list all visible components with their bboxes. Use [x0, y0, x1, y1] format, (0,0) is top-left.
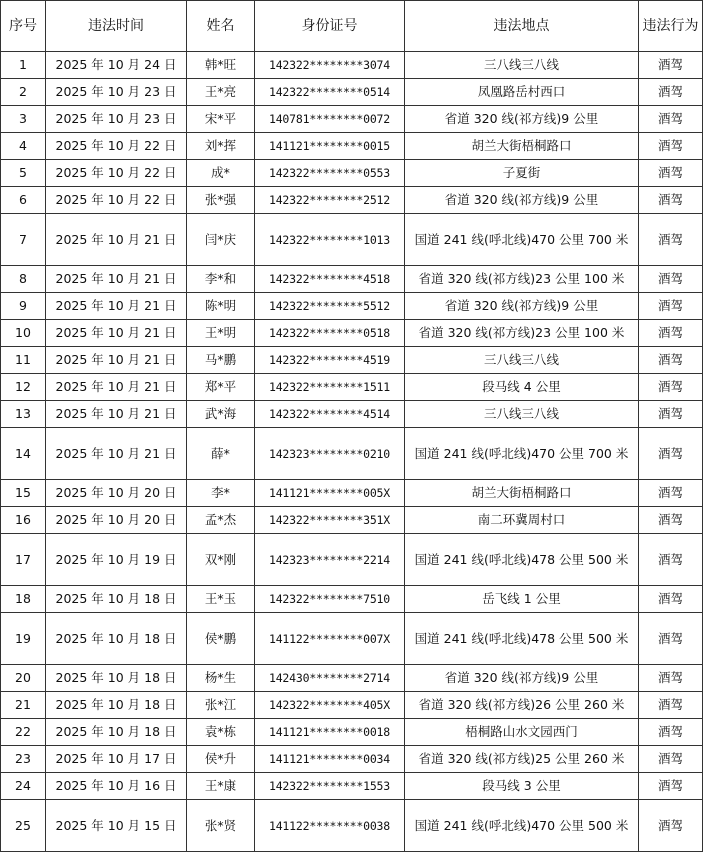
header-id: 身份证号 [255, 1, 405, 52]
cell-name: 杨*生 [187, 665, 255, 692]
cell-time: 2025 年 10 月 18 日 [46, 692, 187, 719]
cell-id: 142322********1013 [255, 214, 405, 266]
cell-location: 三八线三八线 [405, 401, 639, 428]
cell-time: 2025 年 10 月 18 日 [46, 719, 187, 746]
table-row [1, 320, 703, 347]
table-row [1, 665, 703, 692]
cell-name: 侯*升 [187, 746, 255, 773]
cell-location: 国道 241 线(呼北线)478 公里 500 米 [405, 613, 639, 665]
cell-behavior: 酒驾 [639, 52, 703, 79]
cell-seq: 13 [1, 401, 46, 428]
cell-name: 孟*杰 [187, 507, 255, 534]
cell-location: 胡兰大街梧桐路口 [405, 480, 639, 507]
cell-id: 142323********2214 [255, 534, 405, 586]
cell-time: 2025 年 10 月 23 日 [46, 79, 187, 106]
cell-time: 2025 年 10 月 21 日 [46, 266, 187, 293]
cell-name: 马*鹏 [187, 347, 255, 374]
cell-location: 梧桐路山水文园西门 [405, 719, 639, 746]
cell-name: 韩*旺 [187, 52, 255, 79]
cell-id: 142323********0210 [255, 428, 405, 480]
cell-behavior: 酒驾 [639, 480, 703, 507]
cell-seq: 17 [1, 534, 46, 586]
header-location: 违法地点 [405, 1, 639, 52]
cell-location: 省道 320 线(祁方线)9 公里 [405, 293, 639, 320]
cell-behavior: 酒驾 [639, 719, 703, 746]
cell-name: 陈*明 [187, 293, 255, 320]
cell-seq: 6 [1, 187, 46, 214]
cell-seq: 14 [1, 428, 46, 480]
cell-name: 李* [187, 480, 255, 507]
cell-time: 2025 年 10 月 21 日 [46, 401, 187, 428]
cell-location: 三八线三八线 [405, 52, 639, 79]
cell-behavior: 酒驾 [639, 214, 703, 266]
cell-behavior: 酒驾 [639, 401, 703, 428]
cell-name: 王*亮 [187, 79, 255, 106]
table-row [1, 133, 703, 160]
cell-seq: 20 [1, 665, 46, 692]
table-row [1, 719, 703, 746]
cell-id: 142322********5512 [255, 293, 405, 320]
cell-id: 142322********7510 [255, 586, 405, 613]
cell-location: 三八线三八线 [405, 347, 639, 374]
cell-behavior: 酒驾 [639, 800, 703, 852]
cell-name: 袁*栋 [187, 719, 255, 746]
cell-behavior: 酒驾 [639, 586, 703, 613]
cell-name: 郑*平 [187, 374, 255, 401]
cell-id: 142322********1511 [255, 374, 405, 401]
cell-name: 刘*挥 [187, 133, 255, 160]
cell-name: 王*康 [187, 773, 255, 800]
cell-behavior: 酒驾 [639, 613, 703, 665]
cell-time: 2025 年 10 月 15 日 [46, 800, 187, 852]
table-row [1, 266, 703, 293]
cell-location: 省道 320 线(祁方线)25 公里 260 米 [405, 746, 639, 773]
cell-behavior: 酒驾 [639, 106, 703, 133]
table-row [1, 800, 703, 852]
table-row [1, 692, 703, 719]
cell-time: 2025 年 10 月 20 日 [46, 507, 187, 534]
cell-behavior: 酒驾 [639, 507, 703, 534]
cell-seq: 3 [1, 106, 46, 133]
cell-id: 142322********2512 [255, 187, 405, 214]
cell-behavior: 酒驾 [639, 347, 703, 374]
cell-behavior: 酒驾 [639, 133, 703, 160]
cell-location: 国道 241 线(呼北线)470 公里 700 米 [405, 428, 639, 480]
cell-id: 141121********0018 [255, 719, 405, 746]
table-row [1, 214, 703, 266]
cell-name: 成* [187, 160, 255, 187]
table-row [1, 480, 703, 507]
cell-name: 李*和 [187, 266, 255, 293]
cell-time: 2025 年 10 月 18 日 [46, 665, 187, 692]
cell-time: 2025 年 10 月 21 日 [46, 320, 187, 347]
cell-name: 张*贤 [187, 800, 255, 852]
cell-behavior: 酒驾 [639, 692, 703, 719]
table-row [1, 428, 703, 480]
cell-location: 省道 320 线(祁方线)23 公里 100 米 [405, 320, 639, 347]
cell-id: 142322********3074 [255, 52, 405, 79]
table-row [1, 401, 703, 428]
cell-seq: 12 [1, 374, 46, 401]
table-row [1, 160, 703, 187]
cell-time: 2025 年 10 月 21 日 [46, 374, 187, 401]
cell-name: 双*刚 [187, 534, 255, 586]
table-row [1, 106, 703, 133]
cell-location: 国道 241 线(呼北线)478 公里 500 米 [405, 534, 639, 586]
cell-time: 2025 年 10 月 23 日 [46, 106, 187, 133]
table-row [1, 534, 703, 586]
cell-id: 141122********007X [255, 613, 405, 665]
header-time: 违法时间 [46, 1, 187, 52]
cell-id: 141121********0015 [255, 133, 405, 160]
cell-time: 2025 年 10 月 19 日 [46, 534, 187, 586]
cell-time: 2025 年 10 月 24 日 [46, 52, 187, 79]
cell-time: 2025 年 10 月 21 日 [46, 347, 187, 374]
cell-name: 武*海 [187, 401, 255, 428]
cell-name: 王*玉 [187, 586, 255, 613]
cell-time: 2025 年 10 月 18 日 [46, 586, 187, 613]
cell-id: 141121********0034 [255, 746, 405, 773]
table-row [1, 293, 703, 320]
cell-seq: 16 [1, 507, 46, 534]
cell-location: 省道 320 线(祁方线)23 公里 100 米 [405, 266, 639, 293]
cell-time: 2025 年 10 月 21 日 [46, 428, 187, 480]
cell-seq: 15 [1, 480, 46, 507]
cell-location: 省道 320 线(祁方线)9 公里 [405, 106, 639, 133]
cell-location: 胡兰大街梧桐路口 [405, 133, 639, 160]
cell-location: 省道 320 线(祁方线)9 公里 [405, 665, 639, 692]
cell-behavior: 酒驾 [639, 428, 703, 480]
cell-behavior: 酒驾 [639, 374, 703, 401]
cell-id: 142322********4518 [255, 266, 405, 293]
cell-behavior: 酒驾 [639, 293, 703, 320]
cell-location: 省道 320 线(祁方线)26 公里 260 米 [405, 692, 639, 719]
cell-behavior: 酒驾 [639, 187, 703, 214]
cell-location: 段马线 4 公里 [405, 374, 639, 401]
cell-seq: 9 [1, 293, 46, 320]
cell-name: 宋*平 [187, 106, 255, 133]
cell-seq: 21 [1, 692, 46, 719]
cell-time: 2025 年 10 月 22 日 [46, 133, 187, 160]
cell-id: 142322********1553 [255, 773, 405, 800]
cell-location: 南二环冀周村口 [405, 507, 639, 534]
cell-time: 2025 年 10 月 20 日 [46, 480, 187, 507]
cell-location: 子夏街 [405, 160, 639, 187]
cell-seq: 22 [1, 719, 46, 746]
cell-id: 142322********4519 [255, 347, 405, 374]
cell-seq: 25 [1, 800, 46, 852]
cell-location: 省道 320 线(祁方线)9 公里 [405, 187, 639, 214]
table-row [1, 773, 703, 800]
cell-time: 2025 年 10 月 21 日 [46, 293, 187, 320]
cell-behavior: 酒驾 [639, 773, 703, 800]
cell-seq: 11 [1, 347, 46, 374]
cell-location: 段马线 3 公里 [405, 773, 639, 800]
cell-id: 142322********0553 [255, 160, 405, 187]
cell-id: 142322********405X [255, 692, 405, 719]
cell-behavior: 酒驾 [639, 160, 703, 187]
table-row [1, 187, 703, 214]
table-row [1, 52, 703, 79]
cell-name: 薛* [187, 428, 255, 480]
cell-seq: 1 [1, 52, 46, 79]
cell-behavior: 酒驾 [639, 746, 703, 773]
cell-seq: 8 [1, 266, 46, 293]
table-row [1, 347, 703, 374]
cell-seq: 19 [1, 613, 46, 665]
cell-id: 142430********2714 [255, 665, 405, 692]
cell-id: 142322********0518 [255, 320, 405, 347]
cell-behavior: 酒驾 [639, 320, 703, 347]
cell-id: 141121********005X [255, 480, 405, 507]
cell-behavior: 酒驾 [639, 266, 703, 293]
header-name: 姓名 [187, 1, 255, 52]
cell-name: 王*明 [187, 320, 255, 347]
header-behavior: 违法行为 [639, 1, 703, 52]
cell-name: 闫*庆 [187, 214, 255, 266]
cell-time: 2025 年 10 月 16 日 [46, 773, 187, 800]
table-row [1, 613, 703, 665]
cell-location: 国道 241 线(呼北线)470 公里 500 米 [405, 800, 639, 852]
cell-time: 2025 年 10 月 21 日 [46, 214, 187, 266]
cell-time: 2025 年 10 月 22 日 [46, 160, 187, 187]
header-seq: 序号 [1, 1, 46, 52]
cell-id: 142322********4514 [255, 401, 405, 428]
header-row [1, 1, 703, 52]
cell-name: 张*强 [187, 187, 255, 214]
table-body [1, 52, 703, 852]
cell-behavior: 酒驾 [639, 665, 703, 692]
cell-time: 2025 年 10 月 17 日 [46, 746, 187, 773]
table-row [1, 746, 703, 773]
cell-name: 张*江 [187, 692, 255, 719]
table-row [1, 374, 703, 401]
cell-seq: 2 [1, 79, 46, 106]
cell-seq: 23 [1, 746, 46, 773]
cell-seq: 5 [1, 160, 46, 187]
cell-seq: 24 [1, 773, 46, 800]
table-row [1, 586, 703, 613]
cell-behavior: 酒驾 [639, 534, 703, 586]
cell-id: 140781********0072 [255, 106, 405, 133]
cell-time: 2025 年 10 月 22 日 [46, 187, 187, 214]
cell-seq: 7 [1, 214, 46, 266]
cell-seq: 4 [1, 133, 46, 160]
cell-time: 2025 年 10 月 18 日 [46, 613, 187, 665]
cell-behavior: 酒驾 [639, 79, 703, 106]
cell-location: 国道 241 线(呼北线)470 公里 700 米 [405, 214, 639, 266]
cell-id: 141122********0038 [255, 800, 405, 852]
cell-id: 142322********0514 [255, 79, 405, 106]
cell-name: 侯*鹏 [187, 613, 255, 665]
cell-id: 142322********351X [255, 507, 405, 534]
cell-location: 凤凰路岳村西口 [405, 79, 639, 106]
table-row [1, 507, 703, 534]
cell-location: 岳飞线 1 公里 [405, 586, 639, 613]
cell-seq: 18 [1, 586, 46, 613]
cell-seq: 10 [1, 320, 46, 347]
table-row [1, 79, 703, 106]
